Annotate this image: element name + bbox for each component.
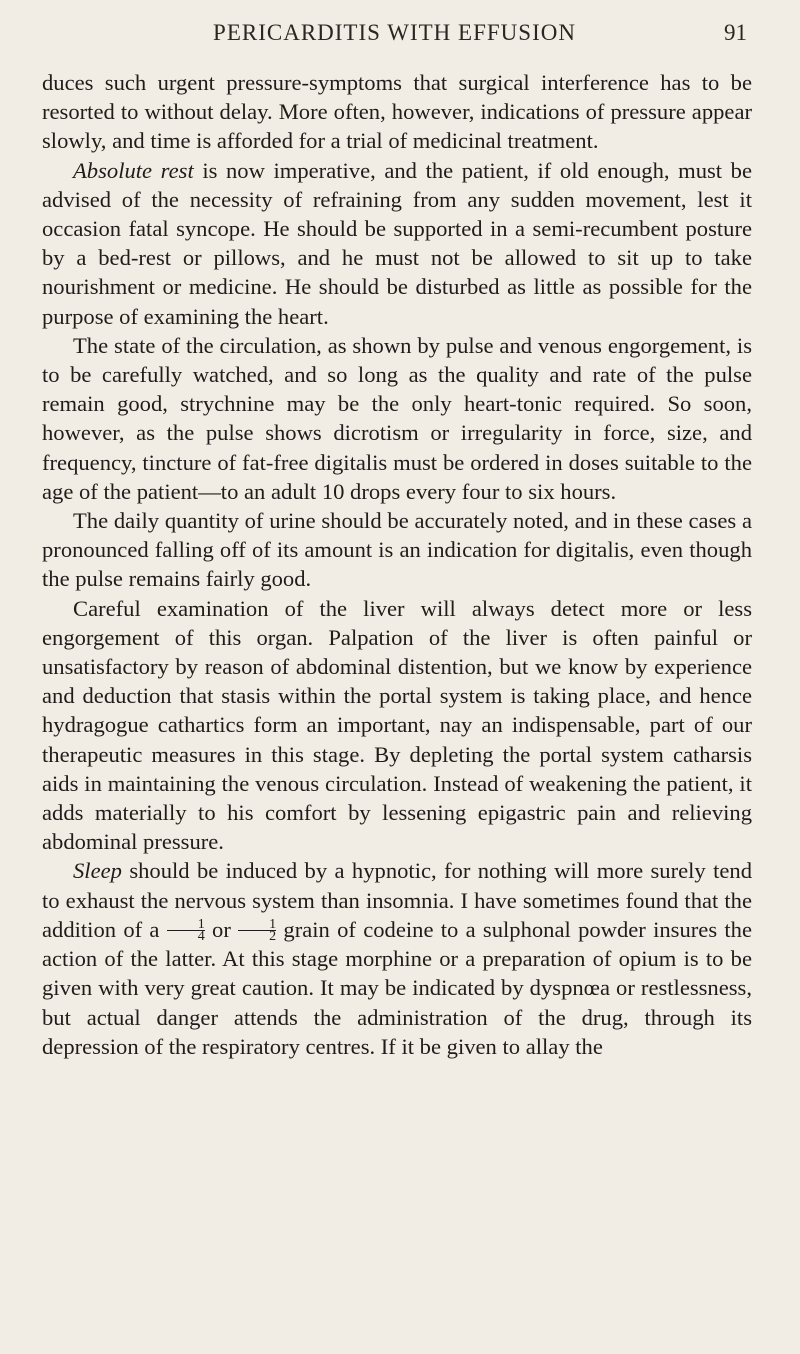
body-text: [42, 68, 752, 1061]
fraction-quarter: [167, 916, 205, 944]
paragraph-lead-italic: Sleep: [73, 858, 122, 884]
paragraph-absolute-rest: [42, 156, 752, 331]
paragraph-text: should be induced by a hypnotic, for nothing will more surely tend to exhaust the nervous system than insomnia. I have sometimes found that the addition of a: [42, 858, 752, 942]
fraction-numerator: 1: [269, 916, 277, 932]
paragraph-text: grain of codeine to a sulphonal powder insures the action of the latter. At this stage morphine or a preparation of opium is to be given with very great caution. It may be indicated by dyspnœa or restlessness, but actual danger attends the administration of the drug, through its depression of the respiratory centres. If it be given to allay the: [42, 916, 752, 1059]
page-number: 91: [724, 20, 747, 45]
fraction-numerator: 1: [197, 916, 205, 932]
paragraph-text: or: [204, 916, 239, 942]
paragraph-text: The state of the circulation, as shown by pulse and venous engorgement, is to be carefully watched, and so long as the quality and rate of the pulse remain good, strychnine may be the only heart-tonic required. So soon, however, as the pulse shows dicrotism or irregularity in force, size, and frequency, tincture of fat-free digitalis must be ordered in doses suitable to the age of the patient—to an adult 10 drops every four to six hours.: [42, 332, 752, 504]
paragraph-lead-italic: Absolute rest: [73, 157, 194, 183]
fraction-denominator: 2: [238, 930, 276, 942]
fraction-half: [238, 916, 277, 944]
page-header: [42, 20, 747, 56]
paragraph-liver: [42, 594, 752, 857]
paragraph-circulation: [42, 331, 752, 506]
paragraph-continuation: [42, 68, 752, 156]
paragraph-sleep: [42, 856, 752, 1060]
paragraph-urine: [42, 506, 752, 594]
paragraph-text: Careful examination of the liver will always detect more or less engorgement of this organ. Palpation of the liver is often painful or unsatisfactory by reason of abdominal distention, but we know by experience and deduction that stasis within the portal system is taking place, and hence hydragogue cathartics form an important, nay an indispensable, part of our therapeutic measures in this stage. By depleting the portal system catharsis aids in maintaining the venous circulation. Instead of weakening the patient, it adds materially to his comfort by lessening epigastric pain and relieving abdominal pressure.: [42, 595, 752, 855]
running-title: PERICARDITIS WITH EFFUSION: [213, 20, 576, 45]
paragraph-text: duces such urgent pressure-symptoms that surgical interference has to be resorted to without delay. More often, however, indications of pressure appear slowly, and time is afforded for a trial of medicinal treatment.: [42, 70, 752, 154]
paragraph-text: is now imperative, and the patient, if old enough, must be advised of the necessity of refraining from any sudden movement, lest it occasion fatal syncope. He should be supported in a semi-recumbent posture by a bed-rest or pillows, and he must not be allowed to sit up to take nourishment or medicine. He should be disturbed as little as possible for the purpose of examining the heart.: [42, 157, 752, 329]
fraction-denominator: 4: [167, 930, 205, 942]
paragraph-text: The daily quantity of urine should be accurately noted, and in these cases a pronounced falling off of its amount is an indication for digitalis, even though the pulse remains fairly good.: [42, 508, 752, 592]
